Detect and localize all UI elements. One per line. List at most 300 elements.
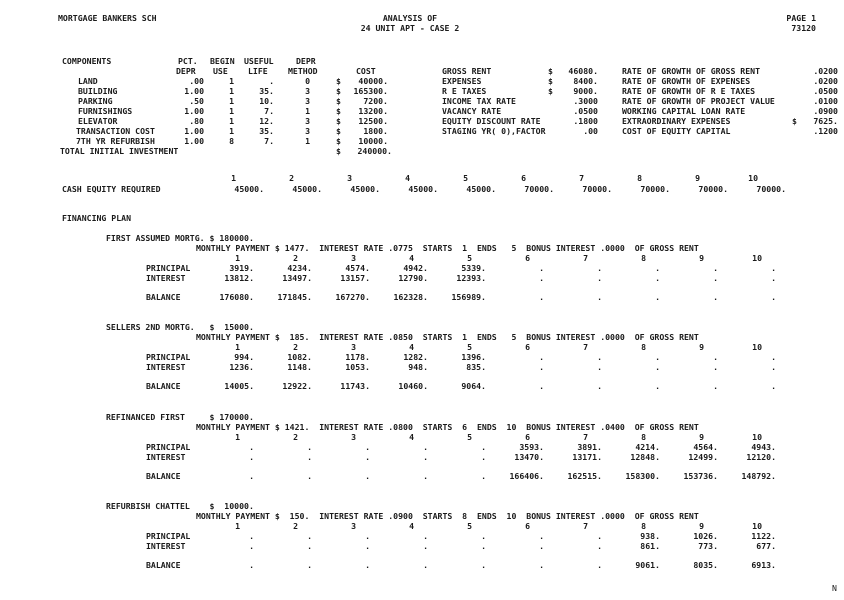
loan-title: REFURBISH CHATTEL $ 10000. bbox=[106, 501, 254, 511]
loan-interest-value: 13497. bbox=[282, 273, 312, 283]
component-pct: 1.00 bbox=[184, 86, 204, 96]
component-begin: 1 bbox=[229, 126, 234, 136]
loan-principal-value: . bbox=[249, 531, 254, 541]
loan-interest-value: . bbox=[539, 362, 544, 372]
loan-interest-value: . bbox=[365, 541, 370, 551]
component-cost: 13200. bbox=[358, 106, 388, 116]
loan-principal-value: 4943. bbox=[751, 442, 776, 452]
loan-interest-value: 835. bbox=[466, 362, 486, 372]
component-cost: 40000. bbox=[358, 76, 388, 86]
component-cost: 165300. bbox=[353, 86, 388, 96]
loan-balance-value: 162515. bbox=[567, 471, 602, 481]
component-method: 3 bbox=[305, 116, 310, 126]
loan-principal-value: 4214. bbox=[635, 442, 660, 452]
loan-year-label: 10 bbox=[752, 521, 762, 531]
loan-year-label: 1 bbox=[235, 342, 240, 352]
loan-year-label: 7 bbox=[583, 253, 588, 263]
loan-principal-value: . bbox=[307, 442, 312, 452]
cash-equity-value: 70000. bbox=[698, 184, 728, 194]
loan-year-label: 7 bbox=[583, 521, 588, 531]
loan-year-label: 3 bbox=[351, 342, 356, 352]
component-life: 35. bbox=[259, 86, 274, 96]
loan-balance-value: 12922. bbox=[282, 381, 312, 391]
loan-balance-value: 156989. bbox=[451, 292, 486, 302]
component-method: 3 bbox=[305, 86, 310, 96]
component-method: 3 bbox=[305, 96, 310, 106]
loan-principal-value: 1396. bbox=[461, 352, 486, 362]
component-begin: 1 bbox=[229, 86, 234, 96]
loan-principal-value: . bbox=[539, 352, 544, 362]
loan-year-label: 3 bbox=[351, 253, 356, 263]
interest-label: INTEREST bbox=[146, 273, 186, 283]
loan-title: REFINANCED FIRST $ 170000. bbox=[106, 412, 254, 422]
loan-principal-value: 4942. bbox=[403, 263, 428, 273]
component-name: TRANSACTION COST bbox=[76, 126, 155, 136]
loan-interest-value: . bbox=[539, 273, 544, 283]
principal-label: PRINCIPAL bbox=[146, 531, 191, 541]
loan-year-label: 1 bbox=[235, 521, 240, 531]
col-pct: PCT. bbox=[178, 56, 198, 66]
balance-label: BALANCE bbox=[146, 471, 181, 481]
loan-principal-value: . bbox=[771, 352, 776, 362]
loan-principal-value: 1122. bbox=[751, 531, 776, 541]
assumption-value: .1800 bbox=[573, 116, 598, 126]
total-investment-value: 240000. bbox=[357, 146, 392, 156]
loan-interest-value: 13157. bbox=[340, 273, 370, 283]
col-begin: BEGIN bbox=[210, 56, 235, 66]
component-cost: 7200. bbox=[363, 96, 388, 106]
year-label: 9 bbox=[695, 173, 700, 183]
loan-year-label: 9 bbox=[699, 521, 704, 531]
component-pct: .80 bbox=[189, 116, 204, 126]
loan-interest-value: 12393. bbox=[456, 273, 486, 283]
balance-label: BALANCE bbox=[146, 560, 181, 570]
loan-year-label: 6 bbox=[525, 342, 530, 352]
balance-label: BALANCE bbox=[146, 292, 181, 302]
year-label: 2 bbox=[289, 173, 294, 183]
cash-equity-value: 45000. bbox=[292, 184, 322, 194]
page-number: PAGE 1 bbox=[786, 13, 816, 23]
col-depr: DEPR bbox=[296, 56, 316, 66]
loan-principal-value: . bbox=[423, 531, 428, 541]
loan-principal-value: 3919. bbox=[229, 263, 254, 273]
loan-year-label: 8 bbox=[641, 253, 646, 263]
loan-title: SELLERS 2ND MORTG. $ 15000. bbox=[106, 322, 254, 332]
loan-interest-value: . bbox=[713, 362, 718, 372]
loan-balance-value: 8035. bbox=[693, 560, 718, 570]
loan-principal-value: . bbox=[423, 442, 428, 452]
report-code: 73120 bbox=[791, 23, 816, 33]
component-begin: 8 bbox=[229, 136, 234, 146]
loan-principal-value: . bbox=[249, 442, 254, 452]
components-heading: COMPONENTS bbox=[62, 56, 112, 66]
interest-label: INTEREST bbox=[146, 452, 186, 462]
total-investment-label: TOTAL INITIAL INVESTMENT bbox=[60, 146, 179, 156]
loan-year-label: 1 bbox=[235, 253, 240, 263]
assumption-label: EQUITY DISCOUNT RATE bbox=[442, 116, 541, 126]
report-title: ANALYSIS OF bbox=[382, 13, 438, 23]
loan-interest-value: . bbox=[713, 273, 718, 283]
year-label: 6 bbox=[521, 173, 526, 183]
growth-value: 7625. bbox=[813, 116, 838, 126]
cash-equity-value: 45000. bbox=[408, 184, 438, 194]
year-label: 1 bbox=[231, 173, 236, 183]
assumption-label: INCOME TAX RATE bbox=[442, 96, 516, 106]
year-label: 4 bbox=[405, 173, 410, 183]
year-label: 7 bbox=[579, 173, 584, 183]
loan-year-label: 6 bbox=[525, 521, 530, 531]
loan-interest-value: 948. bbox=[408, 362, 428, 372]
assumption-label: VACANCY RATE bbox=[442, 106, 502, 116]
loan-year-label: 6 bbox=[525, 432, 530, 442]
year-label: 5 bbox=[463, 173, 468, 183]
loan-principal-value: . bbox=[713, 263, 718, 273]
assumption-dollar: $ bbox=[548, 76, 553, 86]
component-life: 35. bbox=[259, 126, 274, 136]
principal-label: PRINCIPAL bbox=[146, 263, 191, 273]
loan-year-label: 3 bbox=[351, 521, 356, 531]
component-dollar: $ bbox=[336, 116, 341, 126]
component-pct: 1.00 bbox=[184, 106, 204, 116]
component-dollar: $ bbox=[336, 136, 341, 146]
cash-equity-value: 70000. bbox=[524, 184, 554, 194]
component-life: 12. bbox=[259, 116, 274, 126]
loan-payment-terms: MONTHLY PAYMENT $ 1421. INTEREST RATE .0800 STARTS 6 ENDS 10 BONUS INTEREST .0400 OF GROSS RENT bbox=[196, 422, 699, 432]
loan-interest-value: . bbox=[249, 452, 254, 462]
loan-principal-value: 1178. bbox=[345, 352, 370, 362]
loan-interest-value: . bbox=[423, 541, 428, 551]
growth-label: RATE OF GROWTH OF R E TAXES bbox=[622, 86, 756, 96]
loan-principal-value: . bbox=[481, 531, 486, 541]
loan-interest-value: 1053. bbox=[345, 362, 370, 372]
loan-year-label: 6 bbox=[525, 253, 530, 263]
loan-year-label: 5 bbox=[467, 253, 472, 263]
cash-equity-value: 70000. bbox=[582, 184, 612, 194]
year-label: 8 bbox=[637, 173, 642, 183]
loan-interest-value: 677. bbox=[756, 541, 776, 551]
loan-year-label: 10 bbox=[752, 342, 762, 352]
loan-balance-value: 162328. bbox=[393, 292, 428, 302]
loan-interest-value: 1236. bbox=[229, 362, 254, 372]
loan-interest-value: . bbox=[249, 541, 254, 551]
col-depr2: DEPR bbox=[176, 66, 196, 76]
loan-balance-value: . bbox=[307, 471, 312, 481]
financing-plan-title: FINANCING PLAN bbox=[62, 213, 132, 223]
loan-principal-value: . bbox=[365, 442, 370, 452]
loan-principal-value: 4564. bbox=[693, 442, 718, 452]
loan-interest-value: . bbox=[771, 273, 776, 283]
loan-principal-value: 4574. bbox=[345, 263, 370, 273]
loan-year-label: 9 bbox=[699, 432, 704, 442]
loan-interest-value: . bbox=[597, 273, 602, 283]
loan-interest-value: . bbox=[539, 541, 544, 551]
loan-balance-value: . bbox=[597, 381, 602, 391]
loan-year-label: 3 bbox=[351, 432, 356, 442]
component-method: 0 bbox=[305, 76, 310, 86]
loan-interest-value: . bbox=[423, 452, 428, 462]
component-begin: 1 bbox=[229, 106, 234, 116]
loan-balance-value: . bbox=[713, 292, 718, 302]
loan-interest-value: 13812. bbox=[224, 273, 254, 283]
component-dollar: $ bbox=[336, 86, 341, 96]
loan-balance-value: 171845. bbox=[277, 292, 312, 302]
loan-balance-value: 158300. bbox=[625, 471, 660, 481]
growth-label: EXTRAORDINARY EXPENSES bbox=[622, 116, 731, 126]
corner-mark: N bbox=[832, 583, 837, 593]
loan-year-label: 2 bbox=[293, 432, 298, 442]
year-label: 10 bbox=[748, 173, 758, 183]
loan-principal-value: . bbox=[655, 352, 660, 362]
component-pct: 1.00 bbox=[184, 136, 204, 146]
loan-interest-value: . bbox=[307, 452, 312, 462]
cash-equity-value: 45000. bbox=[466, 184, 496, 194]
loan-balance-value: 148792. bbox=[741, 471, 776, 481]
loan-balance-value: 166406. bbox=[509, 471, 544, 481]
component-life: 7. bbox=[264, 136, 274, 146]
report-owner: MORTGAGE BANKERS SCH bbox=[58, 13, 157, 23]
cash-equity-value: 70000. bbox=[640, 184, 670, 194]
growth-label: WORKING CAPITAL LOAN RATE bbox=[622, 106, 746, 116]
loan-balance-value: . bbox=[539, 381, 544, 391]
loan-balance-value: . bbox=[481, 560, 486, 570]
component-method: 1 bbox=[305, 106, 310, 116]
loan-interest-value: 13470. bbox=[514, 452, 544, 462]
component-name: PARKING bbox=[78, 96, 113, 106]
growth-value: .0200 bbox=[813, 76, 838, 86]
loan-balance-value: 176080. bbox=[219, 292, 254, 302]
loan-interest-value: 1148. bbox=[287, 362, 312, 372]
principal-label: PRINCIPAL bbox=[146, 442, 191, 452]
loan-principal-value: 4234. bbox=[287, 263, 312, 273]
loan-balance-value: 11743. bbox=[340, 381, 370, 391]
component-dollar: $ bbox=[336, 126, 341, 136]
loan-principal-value: . bbox=[597, 263, 602, 273]
loan-principal-value: . bbox=[713, 352, 718, 362]
col-use: USE bbox=[213, 66, 228, 76]
loan-balance-value: 14005. bbox=[224, 381, 254, 391]
loan-interest-value: . bbox=[481, 452, 486, 462]
assumption-label: STAGING YR( 0),FACTOR bbox=[442, 126, 546, 136]
loan-payment-terms: MONTHLY PAYMENT $ 185. INTEREST RATE .0850 STARTS 1 ENDS 5 BONUS INTEREST .0000 OF GROSS RENT bbox=[196, 332, 699, 342]
loan-balance-value: . bbox=[365, 471, 370, 481]
growth-value: .0100 bbox=[813, 96, 838, 106]
loan-year-label: 1 bbox=[235, 432, 240, 442]
loan-interest-value: . bbox=[655, 273, 660, 283]
assumption-value: .0500 bbox=[573, 106, 598, 116]
loan-year-label: 9 bbox=[699, 253, 704, 263]
component-begin: 1 bbox=[229, 96, 234, 106]
loan-balance-value: . bbox=[423, 560, 428, 570]
balance-label: BALANCE bbox=[146, 381, 181, 391]
loan-year-label: 5 bbox=[467, 342, 472, 352]
assumption-dollar: $ bbox=[548, 66, 553, 76]
component-name: LAND bbox=[78, 76, 98, 86]
loan-balance-value: 153736. bbox=[683, 471, 718, 481]
loan-principal-value: 1026. bbox=[693, 531, 718, 541]
loan-principal-value: 1082. bbox=[287, 352, 312, 362]
loan-year-label: 2 bbox=[293, 253, 298, 263]
growth-dollar: $ bbox=[792, 116, 797, 126]
loan-principal-value: . bbox=[539, 263, 544, 273]
col-cost: COST bbox=[356, 66, 376, 76]
component-dollar: $ bbox=[336, 96, 341, 106]
component-pct: .50 bbox=[189, 96, 204, 106]
cash-equity-label: CASH EQUITY REQUIRED bbox=[62, 184, 161, 194]
assumption-value: .00 bbox=[583, 126, 598, 136]
component-cost: 12500. bbox=[358, 116, 388, 126]
year-label: 3 bbox=[347, 173, 352, 183]
loan-principal-value: . bbox=[307, 531, 312, 541]
component-pct: .00 bbox=[189, 76, 204, 86]
loan-year-label: 10 bbox=[752, 253, 762, 263]
loan-principal-value: . bbox=[597, 352, 602, 362]
loan-year-label: 5 bbox=[467, 521, 472, 531]
loan-principal-value: 1282. bbox=[403, 352, 428, 362]
loan-balance-value: . bbox=[539, 560, 544, 570]
loan-principal-value: 938. bbox=[640, 531, 660, 541]
report-subtitle: 24 UNIT APT - CASE 2 bbox=[360, 23, 460, 33]
loan-interest-value: 773. bbox=[698, 541, 718, 551]
loan-interest-value: 861. bbox=[640, 541, 660, 551]
loan-principal-value: . bbox=[771, 263, 776, 273]
assumption-value: .3000 bbox=[573, 96, 598, 106]
growth-label: RATE OF GROWTH OF EXPENSES bbox=[622, 76, 751, 86]
loan-balance-value: 9064. bbox=[461, 381, 486, 391]
loan-principal-value: . bbox=[655, 263, 660, 273]
loan-balance-value: 167270. bbox=[335, 292, 370, 302]
loan-year-label: 8 bbox=[641, 521, 646, 531]
loan-balance-value: . bbox=[539, 292, 544, 302]
loan-year-label: 9 bbox=[699, 342, 704, 352]
component-begin: 1 bbox=[229, 76, 234, 86]
loan-year-label: 4 bbox=[409, 432, 414, 442]
loan-interest-value: . bbox=[655, 362, 660, 372]
loan-balance-value: . bbox=[771, 292, 776, 302]
component-name: FURNISHINGS bbox=[78, 106, 133, 116]
component-life: 7. bbox=[264, 106, 274, 116]
component-pct: 1.00 bbox=[184, 126, 204, 136]
total-dollar: $ bbox=[336, 146, 341, 156]
loan-interest-value: . bbox=[481, 541, 486, 551]
loan-year-label: 10 bbox=[752, 432, 762, 442]
loan-year-label: 4 bbox=[409, 253, 414, 263]
loan-principal-value: . bbox=[539, 531, 544, 541]
component-name: ELEVATOR bbox=[78, 116, 118, 126]
growth-value: .1200 bbox=[813, 126, 838, 136]
loan-interest-value: 12120. bbox=[746, 452, 776, 462]
growth-label: COST OF EQUITY CAPITAL bbox=[622, 126, 731, 136]
component-method: 3 bbox=[305, 126, 310, 136]
loan-principal-value: 3891. bbox=[577, 442, 602, 452]
loan-year-label: 2 bbox=[293, 521, 298, 531]
loan-interest-value: . bbox=[597, 541, 602, 551]
loan-principal-value: . bbox=[365, 531, 370, 541]
assumption-value: 46080. bbox=[568, 66, 598, 76]
assumption-value: 8400. bbox=[573, 76, 598, 86]
assumption-label: GROSS RENT bbox=[442, 66, 492, 76]
cash-equity-value: 70000. bbox=[756, 184, 786, 194]
loan-interest-value: 12499. bbox=[688, 452, 718, 462]
loan-principal-value: 3593. bbox=[519, 442, 544, 452]
component-life: . bbox=[269, 76, 274, 86]
loan-balance-value: . bbox=[771, 381, 776, 391]
loan-interest-value: 13171. bbox=[572, 452, 602, 462]
loan-balance-value: . bbox=[597, 560, 602, 570]
loan-interest-value: . bbox=[771, 362, 776, 372]
loan-year-label: 4 bbox=[409, 342, 414, 352]
loan-balance-value: . bbox=[249, 471, 254, 481]
growth-label: RATE OF GROWTH OF PROJECT VALUE bbox=[622, 96, 775, 106]
loan-balance-value: . bbox=[307, 560, 312, 570]
interest-label: INTEREST bbox=[146, 362, 186, 372]
loan-interest-value: . bbox=[307, 541, 312, 551]
loan-balance-value: . bbox=[423, 471, 428, 481]
loan-principal-value: . bbox=[481, 442, 486, 452]
col-method: METHOD bbox=[288, 66, 318, 76]
component-cost: 10000. bbox=[358, 136, 388, 146]
loan-year-label: 7 bbox=[583, 432, 588, 442]
loan-balance-value: . bbox=[365, 560, 370, 570]
loan-payment-terms: MONTHLY PAYMENT $ 150. INTEREST RATE .0900 STARTS 8 ENDS 10 BONUS INTEREST .0000 OF GROSS RENT bbox=[196, 511, 699, 521]
component-life: 10. bbox=[259, 96, 274, 106]
component-begin: 1 bbox=[229, 116, 234, 126]
loan-balance-value: 10460. bbox=[398, 381, 428, 391]
loan-principal-value: 5339. bbox=[461, 263, 486, 273]
assumption-value: 9000. bbox=[573, 86, 598, 96]
loan-balance-value: . bbox=[713, 381, 718, 391]
component-dollar: $ bbox=[336, 76, 341, 86]
loan-principal-value: 994. bbox=[234, 352, 254, 362]
assumption-dollar: $ bbox=[548, 86, 553, 96]
loan-year-label: 2 bbox=[293, 342, 298, 352]
loan-title: FIRST ASSUMED MORTG. $ 180000. bbox=[106, 233, 254, 243]
loan-balance-value: . bbox=[655, 381, 660, 391]
cash-equity-value: 45000. bbox=[234, 184, 264, 194]
loan-balance-value: . bbox=[481, 471, 486, 481]
loan-interest-value: 12848. bbox=[630, 452, 660, 462]
assumption-label: EXPENSES bbox=[442, 76, 482, 86]
loan-balance-value: . bbox=[655, 292, 660, 302]
loan-year-label: 8 bbox=[641, 342, 646, 352]
growth-value: .0200 bbox=[813, 66, 838, 76]
loan-year-label: 4 bbox=[409, 521, 414, 531]
loan-interest-value: . bbox=[365, 452, 370, 462]
loan-balance-value: 6913. bbox=[751, 560, 776, 570]
loan-interest-value: 12790. bbox=[398, 273, 428, 283]
cash-equity-value: 45000. bbox=[350, 184, 380, 194]
loan-balance-value: 9061. bbox=[635, 560, 660, 570]
col-useful: USEFUL bbox=[244, 56, 274, 66]
loan-year-label: 8 bbox=[641, 432, 646, 442]
component-name: 7TH YR REFURBISH bbox=[76, 136, 155, 146]
interest-label: INTEREST bbox=[146, 541, 186, 551]
loan-payment-terms: MONTHLY PAYMENT $ 1477. INTEREST RATE .0775 STARTS 1 ENDS 5 BONUS INTEREST .0000 OF GROSS RENT bbox=[196, 243, 699, 253]
loan-balance-value: . bbox=[597, 292, 602, 302]
loan-year-label: 7 bbox=[583, 342, 588, 352]
loan-interest-value: . bbox=[597, 362, 602, 372]
loan-principal-value: . bbox=[597, 531, 602, 541]
col-life: LIFE bbox=[248, 66, 268, 76]
loan-year-label: 5 bbox=[467, 432, 472, 442]
growth-value: .0900 bbox=[813, 106, 838, 116]
component-cost: 1800. bbox=[363, 126, 388, 136]
growth-label: RATE OF GROWTH OF GROSS RENT bbox=[622, 66, 761, 76]
growth-value: .0500 bbox=[813, 86, 838, 96]
principal-label: PRINCIPAL bbox=[146, 352, 191, 362]
loan-balance-value: . bbox=[249, 560, 254, 570]
component-dollar: $ bbox=[336, 106, 341, 116]
component-name: BUILDING bbox=[78, 86, 118, 96]
